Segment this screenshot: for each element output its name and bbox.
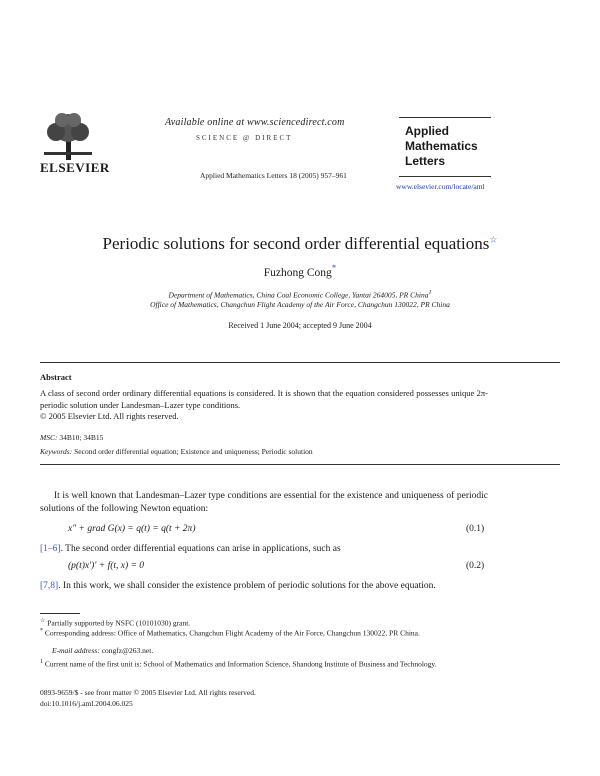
article-title-text: Periodic solutions for second order differential equations (102, 234, 490, 253)
available-online-text[interactable]: Available online at www.sciencedirect.com (165, 117, 345, 128)
citation-7-8-link[interactable]: [7,8] (40, 581, 59, 591)
equation-0-2-number: (0.2) (466, 561, 485, 571)
footnote-2 (40, 626, 488, 639)
affiliation-1-mark[interactable]: 1 (428, 290, 432, 296)
issn-line: 0893-9659/$ - see front matter © 2005 Elsevier Ltd. All rights reserved. (40, 688, 256, 697)
journal-citation: Applied Mathematics Letters 18 (2005) 957–961 (200, 171, 347, 180)
keywords-text: Second order differential equation; Existence and uniqueness; Periodic solution (74, 447, 313, 456)
sciencedirect-wordmark: SCIENCE @ DIRECT (196, 134, 293, 142)
body-paragraph-1: It is well known that Landesman–Lazer type conditions are essential for the existence and uniqueness of periodic solutions of the following Newton equation: (40, 491, 488, 514)
doi-line[interactable]: doi:10.1016/j.aml.2004.06.025 (40, 699, 133, 708)
email-label: E-mail address: (52, 646, 100, 655)
author (0, 263, 600, 279)
msc-line (40, 433, 103, 442)
author-footnote-mark[interactable]: * (331, 263, 337, 273)
journal-logo (399, 117, 491, 177)
footnote-3-mark: 1 (40, 659, 43, 665)
email-line (40, 646, 488, 656)
abstract-text (40, 388, 488, 423)
affiliation-2: Office of Mathematics, Changchun Flight Academy of the Air Force, Changchun 130022, PR China (150, 300, 450, 309)
keywords-label: Keywords: (40, 447, 73, 456)
received-dates: Received 1 June 2004; accepted 9 June 2004 (228, 321, 372, 330)
body-paragraph-3-text: . In this work, we shall consider the existence problem of periodic solutions for the above equation. (58, 581, 436, 591)
footnote-3-text: Current name of the first unit is: School of Mathematics and Information Science, Shandong Institute of Business and Technology. (44, 659, 437, 669)
elsevier-tree-logo (40, 112, 96, 160)
body-paragraph-2 (40, 543, 488, 556)
footnote-1-text: Partially supported by NSFC (10101030) grant. (47, 618, 191, 628)
abstract-heading: Abstract (40, 372, 72, 382)
abstract-copyright: © 2005 Elsevier Ltd. All rights reserved. (40, 411, 179, 421)
affiliation-1-text: Department of Mathematics, China Coal Economic College, Yantai 264005, PR China (168, 290, 429, 300)
author-name: Fuzhong Cong (263, 266, 332, 279)
citation-1-6-link[interactable]: [1–6] (40, 544, 61, 554)
journal-logo-line-1: Applied (405, 124, 449, 138)
journal-logo-line-3: Letters (405, 154, 446, 168)
body-paragraph-2-text: . The second order differential equations can arise in applications, such as (60, 544, 341, 554)
footnote-1-mark: ☆ (40, 618, 46, 624)
footnote-2-mark: * (40, 628, 43, 634)
article-title (0, 234, 600, 254)
publisher-name: ELSEVIER (40, 160, 110, 175)
equation-0-1-number: (0.1) (466, 524, 485, 534)
abstract-bottom-rule (40, 464, 560, 465)
msc-codes: 34B10; 34B15 (59, 433, 104, 442)
body-paragraph-3 (40, 580, 560, 593)
title-footnote-mark[interactable]: ☆ (489, 234, 498, 245)
footnote-rule (40, 613, 80, 614)
equation-0-1: x″ + grad G(x) = q(t) = q(t + 2π) (68, 524, 196, 534)
msc-label: MSC: (40, 433, 58, 442)
keywords-line (40, 447, 313, 456)
footnote-2-text: Corresponding address: Office of Mathematics, Changchun Flight Academy of the Air Force, Changchun 130022, PR China. (44, 628, 420, 638)
abstract-top-rule (40, 362, 560, 363)
footnote-3 (40, 657, 488, 670)
journal-url-link[interactable]: www.elsevier.com/locate/aml (396, 182, 485, 191)
equation-0-2: (p(t)x′)′ + f(t, x) = 0 (68, 561, 145, 571)
email-link[interactable]: congfz@263.net. (101, 646, 154, 655)
abstract-body: A class of second order ordinary differential equations is considered. It is shown that the equation considered possesses unique 2π-periodic solution under Landesman–Lazer type conditions. (40, 388, 488, 410)
affiliation-1 (0, 290, 600, 300)
journal-logo-line-2: Mathematics (405, 139, 478, 153)
